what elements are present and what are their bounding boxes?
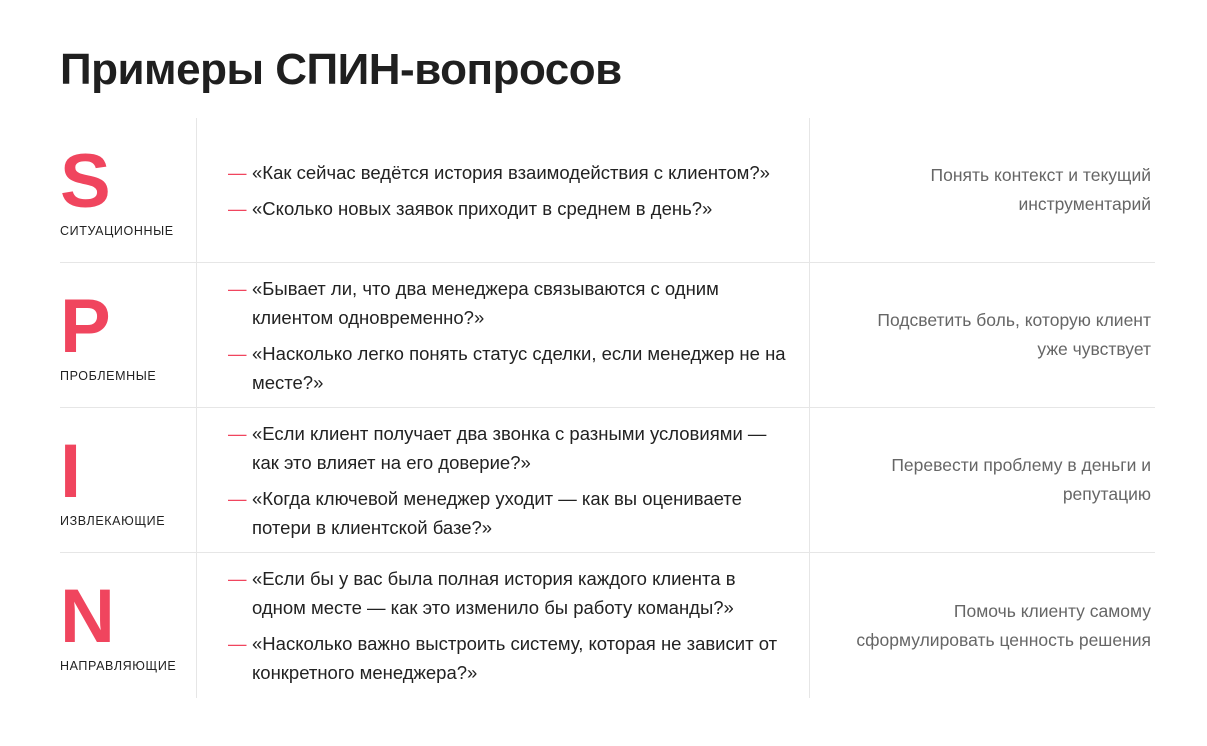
spin-row-need-payoff <box>60 553 1155 698</box>
letter-cell <box>60 553 197 698</box>
question-item <box>228 484 789 542</box>
dash-bullet: — <box>228 161 247 183</box>
spin-letter-caption: НАПРАВЛЯЮЩИЕ <box>60 659 177 673</box>
question-text: «Насколько важно выстроить систему, которая не зависит от конкретного менеджера?» <box>252 633 778 683</box>
letter-cell <box>60 118 197 262</box>
question-text: «Если бы у вас была полная история каждого клиента в одном месте — как это изменило бы работу команды?» <box>252 568 736 618</box>
questions-cell <box>197 118 810 262</box>
questions-cell <box>197 553 810 698</box>
question-text: «Бывает ли, что два менеджера связываются с одним клиентом одновременно?» <box>252 277 719 328</box>
purpose-cell <box>810 118 1151 262</box>
dash-bullet: — <box>228 633 247 654</box>
purpose-cell <box>810 263 1151 407</box>
question-text: «Как сейчас ведётся история взаимодействия с клиентом?» <box>252 161 770 183</box>
spin-row-problem <box>60 263 1155 408</box>
purpose-text: Понять контекст и текущий инструментарий <box>930 165 1151 214</box>
page-title: Примеры СПИН-вопросов <box>60 45 622 94</box>
spin-row-implication <box>60 408 1155 553</box>
question-item <box>228 274 789 332</box>
question-item <box>228 419 789 477</box>
spin-table <box>60 118 1155 698</box>
questions-cell <box>197 263 810 407</box>
dash-bullet: — <box>228 197 247 219</box>
question-item <box>228 158 789 187</box>
dash-bullet: — <box>228 277 247 299</box>
questions-cell <box>197 408 810 552</box>
spin-letter-caption: ИЗВЛЕКАЮЩИЕ <box>60 514 166 528</box>
question-text: «Насколько легко понять статус сделки, если менеджер не на месте?» <box>252 342 786 393</box>
purpose-text: Подсветить боль, которую клиент уже чувствует <box>877 310 1151 359</box>
question-item <box>228 339 789 397</box>
question-text: «Если клиент получает два звонка с разными условиями — как это влияет на его доверие?» <box>252 422 767 473</box>
dash-bullet: — <box>228 568 247 589</box>
dash-bullet: — <box>228 342 247 364</box>
dash-bullet: — <box>228 487 247 509</box>
spin-letter-caption: СИТУАЦИОННЫЕ <box>60 224 174 238</box>
spin-letter: P <box>60 284 111 369</box>
spin-letter-caption: ПРОБЛЕМНЫЕ <box>60 369 157 383</box>
letter-cell <box>60 408 197 552</box>
question-item <box>228 629 789 687</box>
question-item <box>228 564 789 622</box>
letter-cell <box>60 263 197 407</box>
purpose-text: Перевести проблему в деньги и репутацию <box>891 455 1151 504</box>
dash-bullet: — <box>228 422 247 444</box>
purpose-cell <box>810 553 1151 698</box>
question-item <box>228 194 789 223</box>
spin-row-situational <box>60 118 1155 263</box>
purpose-cell <box>810 408 1151 552</box>
spin-letter: I <box>60 429 82 514</box>
question-text: «Сколько новых заявок приходит в среднем в день?» <box>252 197 713 219</box>
purpose-text: Помочь клиенту самому сформулировать ценность решения <box>856 600 1151 650</box>
question-text: «Когда ключевой менеджер уходит — как вы оцениваете потери в клиентской базе?» <box>252 487 742 538</box>
spin-letter: S <box>60 139 111 224</box>
spin-letter: N <box>60 574 115 659</box>
